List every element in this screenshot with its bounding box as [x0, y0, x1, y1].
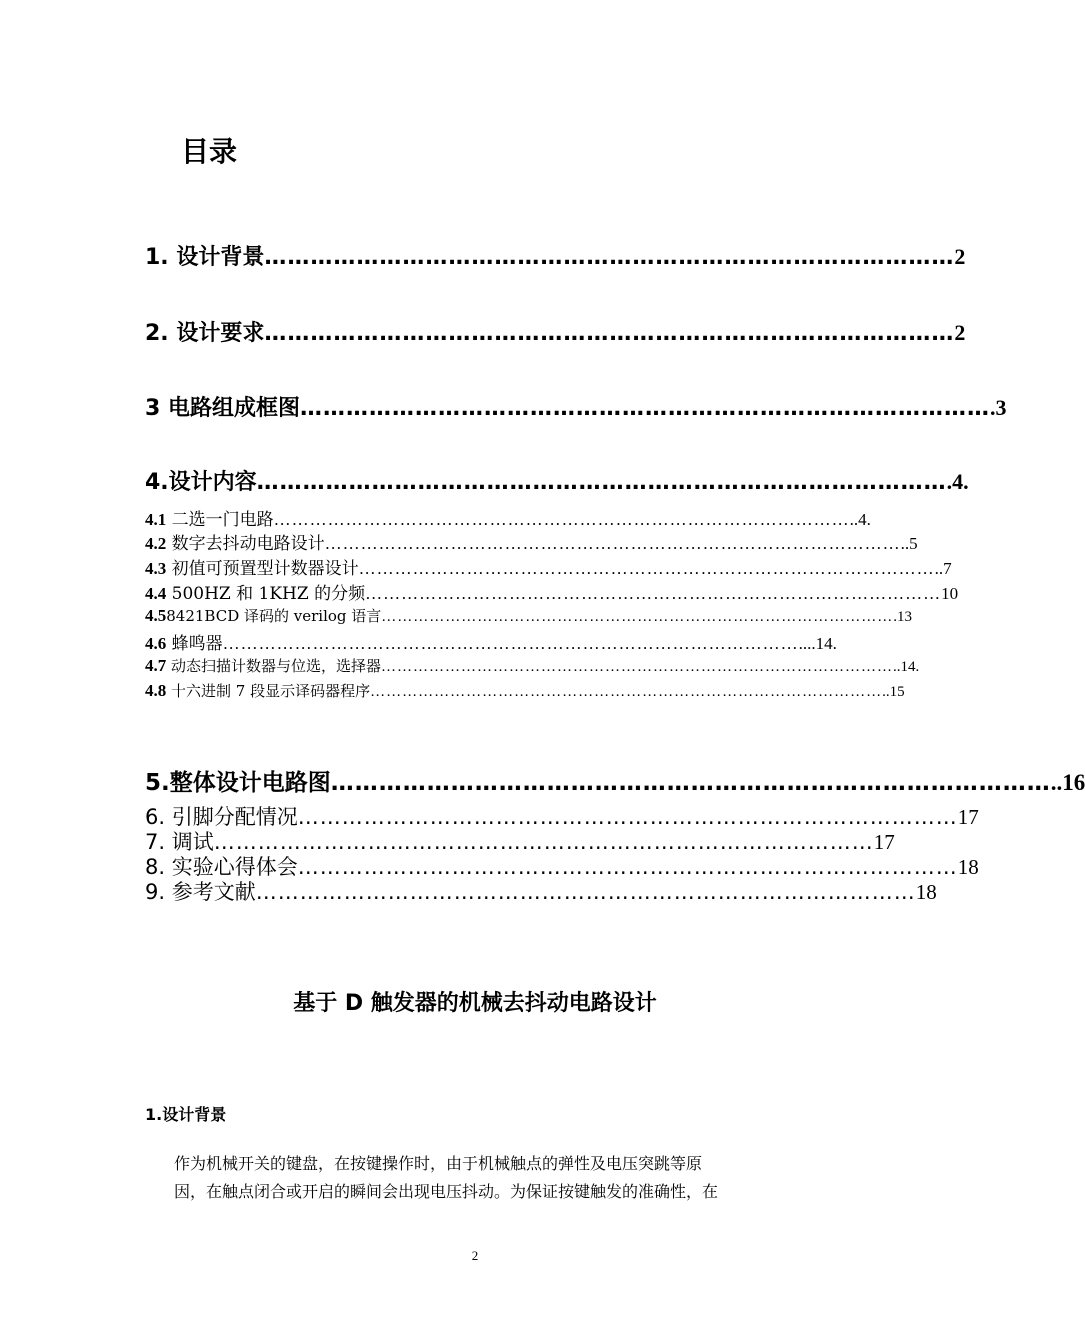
toc-sub-page: ..15	[882, 684, 905, 700]
paragraph-line: 作为机械开关的键盘，在按键操作时，由于机械触点的弹性及电压突跳等原	[174, 1154, 703, 1173]
toc-sub-entry-4-7[interactable]	[145, 655, 920, 676]
toc-sub-entry-4-8[interactable]	[145, 680, 905, 701]
toc-sub-number: 4.1	[145, 510, 167, 529]
toc-sub-number: 4.3	[145, 559, 167, 578]
toc-entry-2[interactable]	[145, 316, 966, 347]
document-title: 基于 D 触发器的机械去抖动电路设计	[293, 991, 657, 1016]
toc-leader-dots: ………………………………………………………………………………	[264, 245, 955, 270]
toc-entry-3[interactable]	[145, 391, 1007, 422]
toc-leader-dots: ……………………………………………………………………………………	[324, 534, 901, 553]
page-number: 2	[471, 1248, 479, 1263]
toc-entry-page: 17	[957, 805, 979, 829]
toc-leader-dots: ………………………………………………………………………………	[297, 805, 958, 829]
toc-entry-label: 1. 设计背景	[145, 245, 265, 270]
toc-leader-dots: ……………………………………………………………………………………	[370, 684, 883, 700]
toc-sub-text: 初值可预置型计数器设计	[166, 559, 359, 579]
toc-leader-dots: ……………………………………………………………………………………	[273, 510, 850, 529]
toc-entry-page: 17	[873, 830, 895, 854]
toc-sub-entry-4-6[interactable]	[145, 629, 837, 654]
toc-sub-entry-4-4[interactable]	[145, 579, 959, 604]
toc-entry-label: 4.设计内容	[145, 470, 257, 495]
toc-leader-dots: ……………………………………………………………………………………	[381, 659, 894, 675]
toc-entry-label: 5.整体设计电路图	[145, 770, 331, 796]
toc-leader-dots: ……………………………………………………………………………………	[222, 634, 799, 653]
toc-sub-entry-4-1[interactable]	[145, 505, 871, 530]
toc-leader-dots: ………………………………………………………………………………	[264, 321, 955, 346]
toc-leader-dots: ………………………………………………………………………………	[256, 470, 947, 495]
toc-sub-number: 4.7	[145, 656, 167, 675]
toc-sub-page: .13	[893, 609, 913, 625]
toc-leader-dots: ……………………………………………………………………………………	[365, 584, 942, 603]
toc-entry-label: 7. 调试	[145, 830, 214, 854]
toc-sub-text: 动态扫描计数器与位选，选择器	[166, 657, 382, 675]
toc-entry-label: 3 电路组成框图	[145, 396, 300, 421]
toc-sub-text: 蜂鸣器	[166, 634, 223, 654]
body-paragraph	[174, 1150, 814, 1206]
toc-entry-page: 18	[915, 880, 937, 904]
toc-entry-page: ..16	[1050, 770, 1085, 795]
toc-sub-text: 二选一门电路	[166, 510, 274, 530]
toc-sub-number: 4.6	[145, 634, 167, 653]
toc-leader-dots: ………………………………………………………………………………	[330, 770, 1051, 796]
toc-entry-label: 9. 参考文献	[145, 880, 256, 904]
toc-sub-page: 10	[941, 584, 959, 603]
toc-sub-number: 4.2	[145, 534, 167, 553]
toc-entry-label: 2. 设计要求	[145, 321, 265, 346]
toc-sub-number: 4.5	[145, 606, 167, 625]
toc-sub-text: 500HZ 和 1KHZ 的分频	[166, 584, 366, 604]
toc-entry-page: 18	[957, 855, 979, 879]
toc-sub-entry-4-5[interactable]	[145, 605, 913, 626]
toc-leader-dots: ……………………………………………………………………………………	[381, 609, 894, 625]
toc-entry-5[interactable]	[145, 764, 1085, 797]
section-heading: 1.设计背景	[145, 1105, 227, 1124]
paragraph-line: 因，在触点闭合或开启的瞬间会出现电压抖动。为保证按键触发的准确性，在	[174, 1182, 719, 1201]
toc-leader-dots: ………………………………………………………………………………	[255, 880, 916, 904]
toc-title: 目录	[181, 135, 238, 168]
toc-sub-page: ..7	[934, 559, 952, 578]
toc-sub-entry-4-3[interactable]	[145, 554, 952, 579]
toc-sub-page: ..4.	[849, 510, 871, 529]
toc-sub-page: ..14.	[893, 659, 920, 675]
toc-entry-page: 2	[954, 320, 966, 345]
toc-leader-dots: ……………………………………………………………………………………	[358, 559, 935, 578]
toc-sub-page: ....14.	[798, 634, 837, 653]
toc-leader-dots: ………………………………………………………………………………	[213, 830, 874, 854]
toc-entry-1[interactable]	[145, 240, 966, 271]
toc-entry-label: 8. 实验心得体会	[145, 855, 298, 879]
toc-leader-dots: ………………………………………………………………………………	[297, 855, 958, 879]
toc-sub-page: ..5	[900, 534, 918, 553]
toc-sub-text: 十六进制 7 段显示译码器程序	[166, 682, 371, 700]
toc-sub-number: 4.8	[145, 681, 167, 700]
toc-leader-dots: ………………………………………………………………………………	[299, 396, 990, 421]
toc-sub-text: 数字去抖动电路设计	[166, 534, 325, 554]
toc-sub-number: 4.4	[145, 584, 167, 603]
toc-entry-page: .4.	[946, 469, 969, 494]
toc-entry-page: 2	[954, 244, 966, 269]
toc-entry-label: 6. 引脚分配情况	[145, 805, 298, 829]
toc-entry-4[interactable]	[145, 465, 969, 496]
toc-sub-entry-4-2[interactable]	[145, 529, 918, 554]
toc-sub-text: 8421BCD 译码的 verilog 语言	[166, 607, 382, 625]
toc-entry-page: .3	[989, 395, 1007, 420]
toc-entry-9[interactable]	[145, 876, 937, 906]
